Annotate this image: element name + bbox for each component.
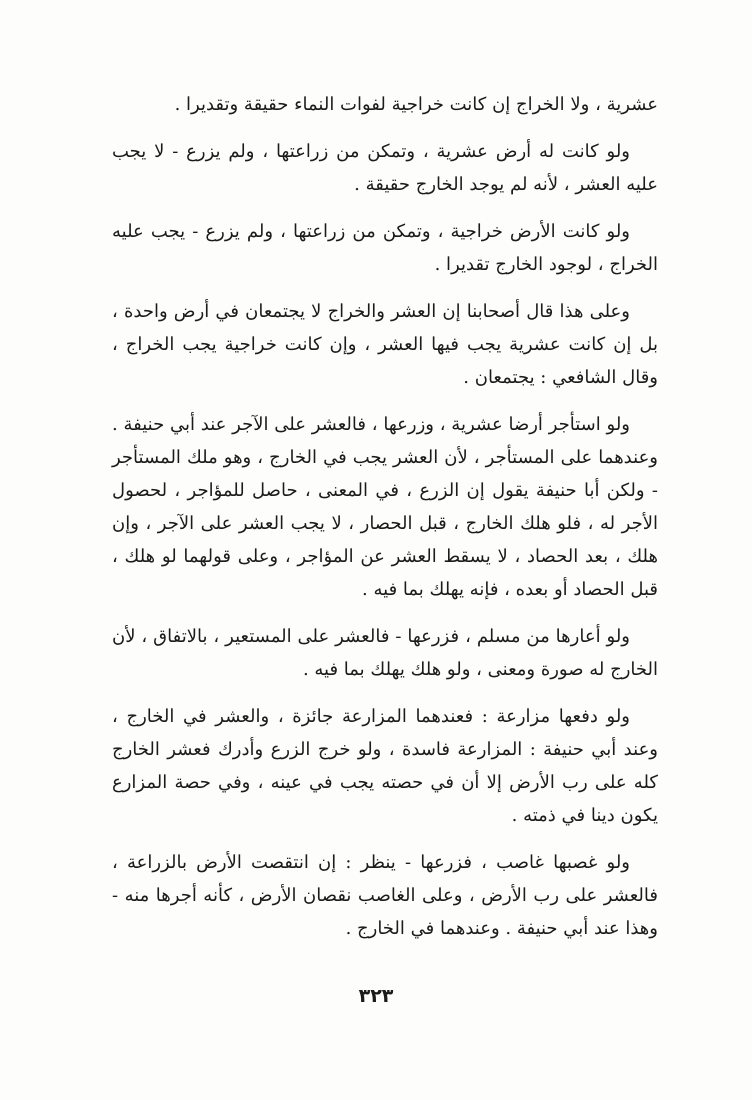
page-number: ٣٢٣	[358, 985, 394, 1007]
paragraph-4: وعلى هذا قال أصحابنا إن العشر والخراج لا يجتمعان في أرض واحدة ، بل إن كانت عشرية يجب فيها العشر ، وإن كانت خراجية يجب الخراج ، وقال الشافعي : يجتمعان .	[112, 301, 658, 388]
paragraph-5: ولو استأجر أرضا عشرية ، وزرعها ، فالعشر على الآجر عند أبي حنيفة . وعندهما على المستأجر ، لأن العشر يجب في الخارج ، وهو ملك المستأجر - ولكن أبا حنيفة يقول إن الزرع ، في المعنى ، حاصل للمؤاجر ، لحصول الأجر له ، فلو هلك الخارج ، قبل الحصار ، لا يجب العشر على الآجر ، وإن هلك ، بعد الحصاد ، لا يسقط العشر عن المؤاجر ، وعلى قولهما لو هلك ، قبل الحصاد أو بعده ، فإنه يهلك بما فيه .	[112, 414, 658, 600]
paragraph-7: ولو دفعها مزارعة : فعندهما المزارعة جائزة ، والعشر في الخارج ، وعند أبي حنيفة : المزارعة فاسدة ، ولو خرج الزرع وأدرك فعشر الخارج كله على رب الأرض إلا أن في حصته يجب في عينه ، وفي حصة المزارع يكون دينا في ذمته .	[112, 706, 658, 826]
paragraph-8: ولو غصبها غاصب ، فزرعها - ينظر : إن انتقصت الأرض بالزراعة ، فالعشر على رب الأرض ، وعلى الغاصب نقصان الأرض ، كأنه أجرها منه - وهذا عند أبي حنيفة . وعندهما في الخارج .	[112, 852, 658, 939]
paragraph-2: ولو كانت له أرض عشرية ، وتمكن من زراعتها ، ولم يزرع - لا يجب عليه العشر ، لأنه لم يوجد الخارج حقيقة .	[112, 141, 658, 195]
paragraph-3: ولو كانت الأرض خراجية ، وتمكن من زراعتها ، ولم يزرع - يجب عليه الخراج ، لوجود الخارج تقديرا .	[112, 221, 658, 275]
paragraph-6: ولو أعارها من مسلم ، فزرعها - فالعشر على المستعير ، بالاتفاق ، لأن الخارج له صورة ومعنى ، ولو هلك يهلك بما فيه .	[112, 626, 658, 680]
paragraph-1: عشرية ، ولا الخراج إن كانت خراجية لفوات النماء حقيقة وتقديرا .	[174, 94, 658, 115]
body-text	[112, 88, 658, 959]
